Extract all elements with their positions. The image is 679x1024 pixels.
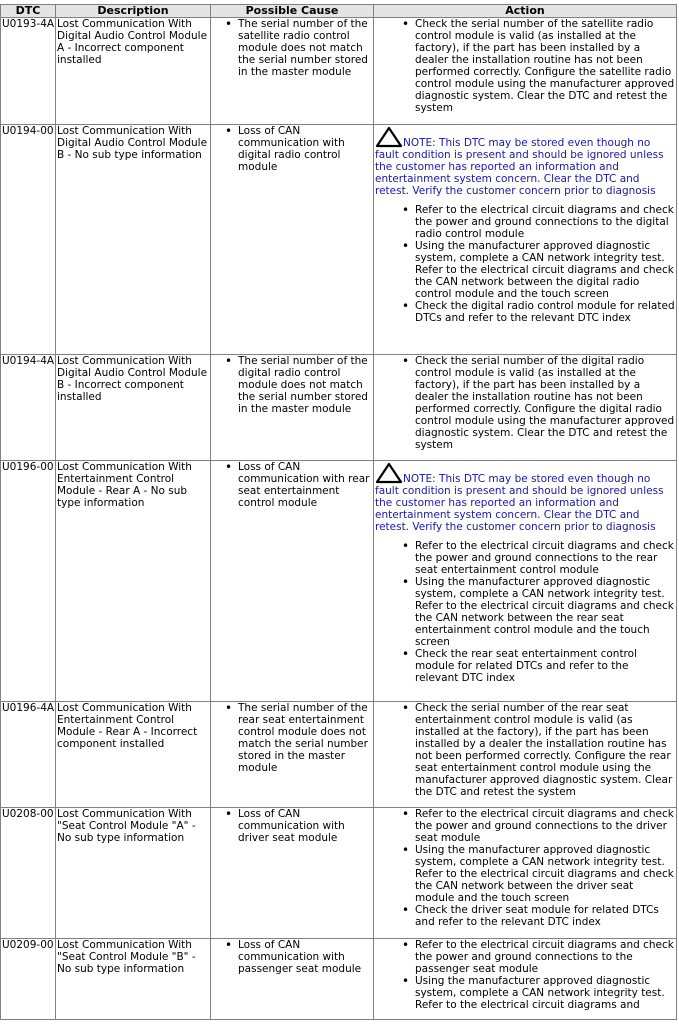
dtc-code: U0196-4A (1, 702, 55, 807)
table-row (1, 18, 676, 124)
action-item: • Refer to the electrical circuit diagrams and check the power and ground connections to the passenger seat module (415, 939, 675, 975)
action (374, 808, 676, 938)
dtc-code: U0196-00 (1, 461, 55, 701)
dtc-code: U0194-00 (1, 125, 55, 354)
warning-triangle-icon (375, 462, 403, 484)
cause-item: • Loss of CAN communication with passenger seat module (238, 939, 372, 975)
action-item: • Check the serial number of the digital radio control module is valid (as installed at the factory), if the part has been installed by a dealer the installation routine has not been performed correctly. Configure the digital radio control module using the manufacturer approved diagnostic system. Clear the DTC and retest the system (415, 355, 675, 451)
action-item: • Using the manufacturer approved diagnostic system, complete a CAN network integrity test. Refer to the electrical circuit diagrams and check the CAN network between the driver seat module and the touch screen (415, 844, 675, 904)
action-item: • Check the driver seat module for related DTCs and refer to the relevant DTC index (415, 904, 675, 928)
possible-cause (211, 18, 373, 124)
possible-cause (211, 355, 373, 460)
header-description: Description (56, 5, 210, 17)
possible-cause (211, 125, 373, 354)
note (375, 126, 675, 197)
action-item: • Using the manufacturer approved diagnostic system, complete a CAN network integrity test. Refer to the electrical circuit diagrams and check the CAN network between the rear seat entertainment control module and the touch screen (415, 576, 675, 648)
table-row (1, 461, 676, 701)
dtc-description: Lost Communication With "Seat Control Module "A" - No sub type information (56, 808, 210, 938)
possible-cause (211, 939, 373, 1019)
action (374, 461, 676, 701)
action-item: • Refer to the electrical circuit diagrams and check the power and ground connections to the rear seat entertainment control module (415, 540, 675, 576)
table-row (1, 939, 676, 1019)
note-text: NOTE: This DTC may be stored even though no fault condition is present and should be ignored unless the customer has reported an information and entertainment system concern. Clear the DTC and retest. Verify the customer concern prior to diagnosis (375, 473, 664, 533)
dtc-description: Lost Communication With Digital Audio Control Module B - Incorrect component installed (56, 355, 210, 460)
table-header-row (1, 5, 676, 17)
cause-item: • Loss of CAN communication with driver seat module (238, 808, 372, 844)
action-item: • Check the rear seat entertainment control module for related DTCs and refer to the relevant DTC index (415, 648, 675, 684)
action-item: • Check the serial number of the satellite radio control module is valid (as installed at the factory), if the part has been installed by a dealer the installation routine has not been performed correctly. Configure the satellite radio control module using the manufacturer approved diagnostic system. Clear the DTC and retest the system (415, 18, 675, 114)
dtc-code: U0209-00 (1, 939, 55, 1019)
dtc-description: Lost Communication With Digital Audio Control Module B - No sub type information (56, 125, 210, 354)
dtc-code: U0208-00 (1, 808, 55, 938)
dtc-table (0, 4, 677, 1020)
action-item: • Refer to the electrical circuit diagrams and check the power and ground connections to the driver seat module (415, 808, 675, 844)
dtc-description: Lost Communication With Digital Audio Control Module A - Incorrect component installed (56, 18, 210, 124)
dtc-description: Lost Communication With Entertainment Control Module - Rear A - No sub type information (56, 461, 210, 701)
cause-item: • The serial number of the rear seat entertainment control module does not match the serial number stored in the master module (238, 702, 372, 774)
warning-triangle-icon (375, 126, 403, 148)
dtc-description: Lost Communication With Entertainment Control Module - Rear A - Incorrect component installed (56, 702, 210, 807)
action (374, 18, 676, 124)
action-item: • Using the manufacturer approved diagnostic system, complete a CAN network integrity test. Refer to the electrical circuit diagrams and (415, 975, 675, 1011)
table-row (1, 355, 676, 460)
note-text: NOTE: This DTC may be stored even though no fault condition is present and should be ignored unless the customer has reported an information and entertainment system concern. Clear the DTC and retest. Verify the customer concern prior to diagnosis (375, 137, 664, 197)
dtc-code: U0193-4A (1, 18, 55, 124)
possible-cause (211, 808, 373, 938)
table-row (1, 702, 676, 807)
action-item: • Check the digital radio control module for related DTCs and refer to the relevant DTC index (415, 300, 675, 324)
cause-item: • Loss of CAN communication with rear seat entertainment control module (238, 461, 372, 509)
action (374, 125, 676, 354)
header-dtc: DTC (1, 5, 55, 17)
table-row (1, 808, 676, 938)
cause-item: • Loss of CAN communication with digital radio control module (238, 125, 372, 173)
action (374, 939, 676, 1019)
action-item: • Using the manufacturer approved diagnostic system, complete a CAN network integrity test. Refer to the electrical circuit diagrams and check the CAN network between the digital radio control module and the touch screen (415, 240, 675, 300)
possible-cause (211, 461, 373, 701)
note (375, 462, 675, 533)
dtc-code: U0194-4A (1, 355, 55, 460)
action (374, 355, 676, 460)
cause-item: • The serial number of the satellite radio control module does not match the serial number stored in the master module (238, 18, 372, 78)
cause-item: • The serial number of the digital radio control module does not match the serial number stored in the master module (238, 355, 372, 415)
action-item: • Refer to the electrical circuit diagrams and check the power and ground connections to the digital radio control module (415, 204, 675, 240)
header-action: Action (374, 5, 676, 17)
header-possible-cause: Possible Cause (211, 5, 373, 17)
dtc-description: Lost Communication With "Seat Control Module "B" - No sub type information (56, 939, 210, 1019)
action-item: • Check the serial number of the rear seat entertainment control module is valid (as installed at the factory), if the part has been installed by a dealer the installation routine has not been performed correctly. Configure the rear seat entertainment control module using the manufacturer approved diagnostic system. Clear the DTC and retest the system (415, 702, 675, 798)
possible-cause (211, 702, 373, 807)
action (374, 702, 676, 807)
table-row (1, 125, 676, 354)
